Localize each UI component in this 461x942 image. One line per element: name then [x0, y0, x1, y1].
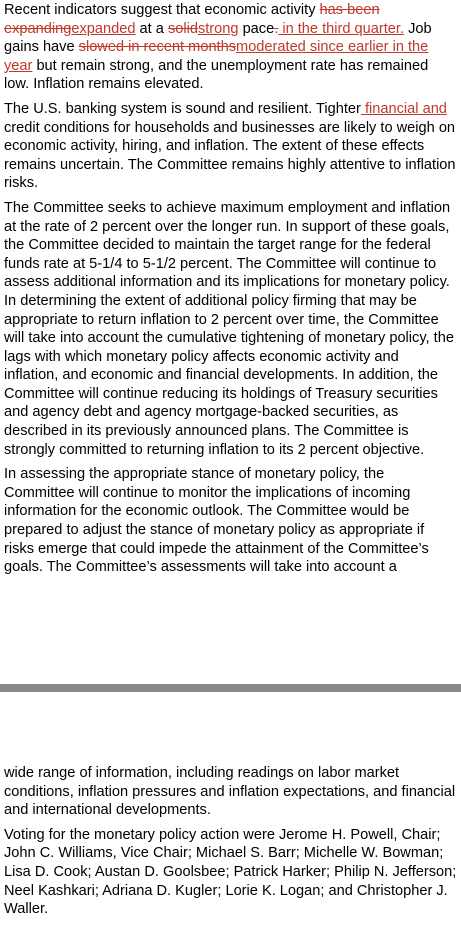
- text-run: at a: [135, 20, 168, 37]
- paragraph-policy-stance-continued: wide range of information, including readings on labor market conditions, inflation pressures and inflation expectations, and financial and international developments.: [4, 765, 456, 819]
- inserted-text: moderated since earlier in the year: [4, 39, 429, 74]
- paragraph-economic-activity: [0, 0, 461, 94]
- text-run: Job gains have: [4, 20, 432, 56]
- page-separator: [0, 684, 461, 692]
- paragraph-voting-members: Voting for the monetary policy action were Jerome H. Powell, Chair; John C. Williams, Vice Chair; Michael S. Barr; Michelle W. Bowman; Lisa D. Cook; Austan D. Goolsbee; Patrick Harker; Philip N. Jefferson; Neel Kashkari; Adriana D. Kugler; Lorie K. Logan; and Christopher J. Waller.: [4, 826, 457, 918]
- text-run: credit conditions for households and businesses are likely to weigh on economic activity, hiring, and inflation. The extent of these effects remains uncertain. The Committee remains highly attentive to inflation risks.: [4, 119, 456, 192]
- paragraph-committee-goals: The Committee seeks to achieve maximum employment and inflation at the rate of 2 percent over the longer run. In support of these goals, the Committee decided to maintain the target range for the federal funds rate at 5-1/4 to 5-1/2 percent. The Committee will continue to assess additional information and its implications for monetary policy. In determining the extent of additional policy firming that may be appropriate to return inflation to 2 percent over time, the Committee will take into account the cumulative tightening of monetary policy, the lags with which monetary policy affects economic activity and inflation, and economic and financial developments. In addition, the Committee will continue reducing its holdings of Treasury securities and agency debt and agency mortgage-backed securities, as described in its previously announced plans. The Committee is strongly committed to returning inflation to its 2 percent objective.: [4, 199, 454, 458]
- deleted-text: slowed in recent months: [78, 39, 237, 56]
- inserted-text: expanded: [71, 20, 136, 37]
- deleted-text: has been expanding: [4, 2, 380, 37]
- deleted-text: .: [274, 20, 279, 37]
- text-run: The U.S. banking system is sound and resilient. Tighter: [4, 100, 361, 117]
- inserted-text: in the third quarter.: [278, 20, 405, 37]
- deleted-text: solid: [167, 20, 198, 37]
- document-page-2: [0, 692, 461, 942]
- text-run: Recent indicators suggest that economic activity: [4, 2, 320, 18]
- paragraph-policy-stance: In assessing the appropriate stance of monetary policy, the Committee will continue to monitor the implications of incoming information for the economic outlook. The Committee would be prepared to adjust the stance of monetary policy as appropriate if risks emerge that could impede the attainment of the Committee’s goals. The Committee’s assessments will take into account a: [4, 466, 429, 576]
- text-run: pace: [238, 20, 275, 37]
- inserted-text: financial and: [360, 100, 447, 117]
- paragraph-banking-system: [0, 100, 461, 193]
- text-run: but remain strong, and the unemployment rate has remained low. Inflation remains elevated.: [4, 57, 429, 93]
- inserted-text: strong: [197, 20, 239, 37]
